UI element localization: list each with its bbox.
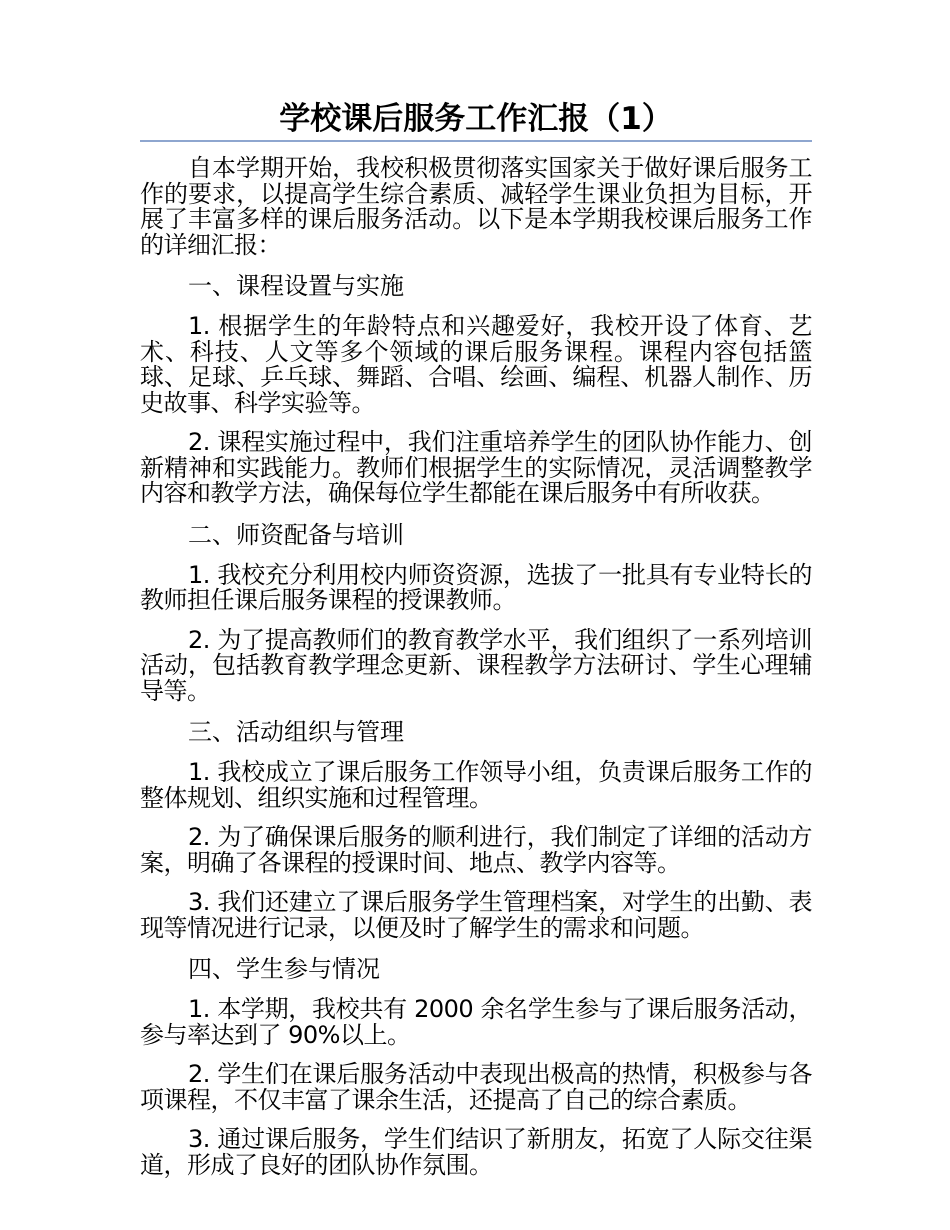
section-paragraph: 2. 为了提高教师们的教育教学水平，我们组织了一系列培训活动，包括教育教学理念更新、课程教学方法研讨、学生心理辅导等。 xyxy=(140,625,812,705)
section-paragraph: 3. 我们还建立了课后服务学生管理档案，对学生的出勤、表现等情况进行记录，以便及时了解学生的需求和问题。 xyxy=(140,888,812,942)
document-title: 学校课后服务工作汇报（1） xyxy=(140,100,812,142)
section-paragraph: 2. 为了确保课后服务的顺利进行，我们制定了详细的活动方案，明确了各课程的授课时间、地点、教学内容等。 xyxy=(140,823,812,877)
section-paragraph: 1. 本学期，我校共有 2000 余名学生参与了课后服务活动，参与率达到了 90%以上。 xyxy=(140,995,812,1049)
section-paragraph: 1. 根据学生的年龄特点和兴趣爱好，我校开设了体育、艺术、科技、人文等多个领域的课后服务课程。课程内容包括篮球、足球、乒乓球、舞蹈、合唱、绘画、编程、机器人制作、历史故事、科学实验等。 xyxy=(140,312,812,417)
section-teachers xyxy=(140,521,812,705)
section-paragraph: 2. 课程实施过程中，我们注重培养学生的团队协作能力、创新精神和实践能力。教师们根据学生的实际情况，灵活调整教学内容和教学方法，确保每位学生都能在课后服务中有所收获。 xyxy=(140,428,812,507)
section-heading: 四、学生参与情况 xyxy=(188,955,380,983)
section-heading: 一、课程设置与实施 xyxy=(188,272,404,300)
intro-paragraph: 自本学期开始，我校积极贯彻落实国家关于做好课后服务工作的要求，以提高学生综合素质、减轻学生课业负担为目标，开展了丰富多样的课后服务活动。以下是本学期我校课后服务工作的详细汇报： xyxy=(140,154,812,259)
section-heading: 二、师资配备与培训 xyxy=(188,520,404,549)
section-paragraph: 3. 通过课后服务，学生们结识了新朋友，拓宽了人际交往渠道，形成了良好的团队协作氛围。 xyxy=(140,1125,812,1179)
section-management xyxy=(140,718,812,941)
section-heading: 三、活动组织与管理 xyxy=(188,718,404,746)
section-paragraph: 1. 我校成立了课后服务工作领导小组，负责课后服务工作的整体规划、组织实施和过程管理。 xyxy=(140,758,812,812)
section-participation xyxy=(140,955,812,1178)
section-paragraph: 2. 学生们在课后服务活动中表现出极高的热情，积极参与各项课程，不仅丰富了课余生活，还提高了自己的综合素质。 xyxy=(140,1060,812,1114)
document-body xyxy=(140,156,812,1178)
section-paragraph: 1. 我校充分利用校内师资资源，选拔了一批具有专业特长的教师担任课后服务课程的授课教师。 xyxy=(140,560,812,614)
section-course xyxy=(140,272,812,507)
document-page xyxy=(140,100,812,1192)
